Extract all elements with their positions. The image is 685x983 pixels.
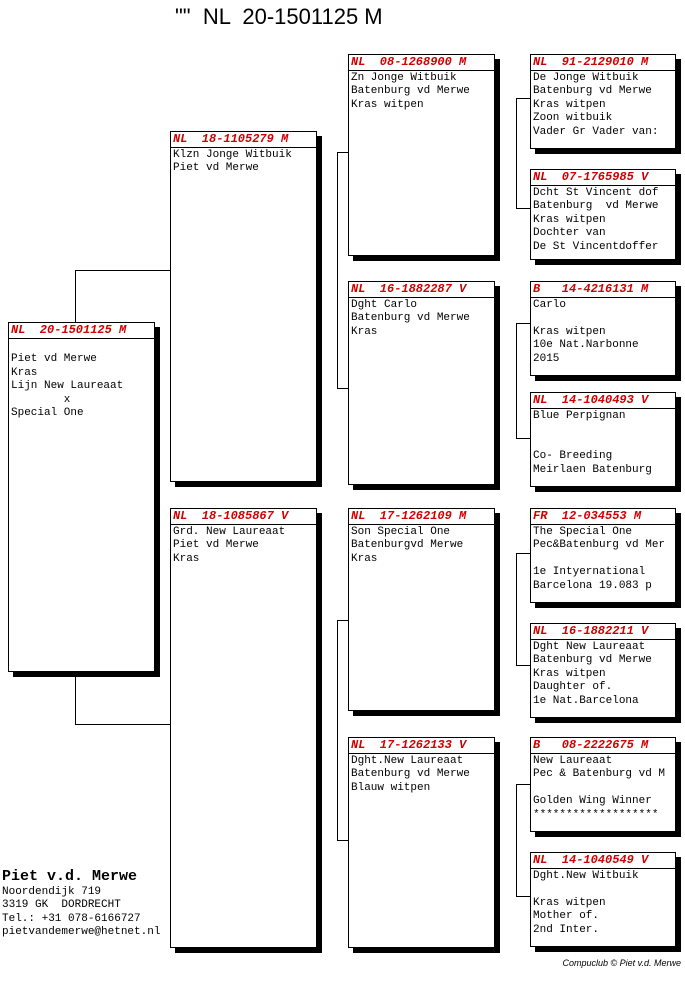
bird-details bbox=[531, 525, 675, 594]
subject-card bbox=[8, 322, 155, 672]
detail-line: Kras witpen bbox=[533, 325, 606, 338]
detail-line: x bbox=[11, 393, 71, 406]
detail-line: Batenburg vd Merwe bbox=[351, 768, 470, 781]
detail-line bbox=[11, 340, 152, 353]
detail-line: Son Special One bbox=[351, 526, 451, 538]
detail-line: Carlo bbox=[533, 299, 567, 311]
detail-line: Kras bbox=[173, 552, 200, 565]
detail-line: Special One bbox=[11, 407, 84, 420]
detail-line: Dochter van bbox=[533, 227, 606, 240]
connector bbox=[516, 553, 517, 665]
connector bbox=[516, 784, 530, 785]
sds-card bbox=[530, 281, 676, 376]
detail-line: De St Vincentdoffer bbox=[533, 240, 659, 253]
bird-details bbox=[531, 869, 675, 938]
connector bbox=[516, 784, 517, 896]
bird-details bbox=[531, 71, 675, 140]
detail-line: De Jonge Witbuik bbox=[533, 72, 639, 84]
ring-number: NL 20-1501125 M bbox=[9, 323, 154, 339]
detail-line: Piet vd Merwe bbox=[11, 353, 97, 366]
detail-line: Daughter of. bbox=[533, 681, 613, 694]
sdd-card bbox=[530, 392, 676, 487]
detail-line: Meirlaen Batenburg bbox=[533, 463, 652, 476]
detail-line: Batenburg vd Merwe bbox=[533, 85, 652, 98]
detail-line: Dght.New Witbuik bbox=[533, 870, 639, 882]
bird-details bbox=[531, 186, 675, 255]
detail-line: 2015 bbox=[533, 352, 560, 365]
detail-line: Kras witpen bbox=[533, 896, 606, 909]
connector bbox=[516, 896, 530, 897]
bird-details bbox=[171, 525, 316, 567]
bird-details bbox=[349, 754, 494, 796]
detail-line: Vader Gr Vader van: bbox=[533, 125, 659, 138]
detail-line bbox=[533, 553, 673, 566]
detail-line: Klzn Jonge Witbuik bbox=[173, 149, 292, 161]
detail-line: Lijn New Laureaat bbox=[11, 380, 124, 393]
ring-number: NL 91-2129010 M bbox=[531, 55, 675, 71]
connector bbox=[516, 98, 517, 208]
pedigree-title: "" NL 20-1501125 M bbox=[175, 4, 383, 29]
ring-number: NL 08-1268900 M bbox=[349, 55, 494, 71]
owner-phone: Tel.: +31 078-6166727 bbox=[2, 912, 141, 925]
owner-city: 3319 GK DORDRECHT bbox=[2, 899, 121, 912]
detail-line: Kras bbox=[351, 552, 378, 565]
connector bbox=[516, 438, 530, 439]
detail-line: Blue Perpignan bbox=[533, 410, 626, 422]
detail-line: The Special One bbox=[533, 526, 633, 538]
bird-details bbox=[349, 525, 494, 567]
connector bbox=[516, 98, 530, 99]
dss-card bbox=[530, 508, 676, 603]
detail-line: Zn Jonge Witbuik bbox=[351, 72, 457, 84]
connector bbox=[75, 270, 76, 322]
detail-line bbox=[533, 883, 673, 896]
ring-number: NL 14-1040549 V bbox=[531, 853, 675, 869]
dam-dam-card bbox=[348, 737, 495, 948]
ring-number: NL 18-1105279 M bbox=[171, 132, 316, 148]
connector bbox=[516, 323, 530, 324]
footer-credit: Compuclub © Piet v.d. Merwe bbox=[562, 958, 681, 968]
detail-line bbox=[533, 312, 673, 325]
detail-line bbox=[533, 437, 673, 450]
detail-line: Pec&Batenburg vd Mer bbox=[533, 539, 666, 552]
detail-line: Kras bbox=[11, 366, 38, 379]
dds-card bbox=[530, 737, 676, 832]
dsd-card bbox=[530, 623, 676, 718]
detail-line: Grd. New Laureaat bbox=[173, 526, 286, 538]
detail-line: 1e Nat.Barcelona bbox=[533, 694, 639, 707]
connector bbox=[337, 152, 338, 388]
owner-address: Noordendijk 719 bbox=[2, 886, 102, 898]
ring-number: NL 16-1882211 V bbox=[531, 624, 675, 640]
detail-line: Kras witpen bbox=[533, 98, 606, 111]
owner-name: Piet v.d. Merwe bbox=[2, 868, 138, 885]
ring-number: NL 17-1262133 V bbox=[349, 738, 494, 754]
detail-line: Blauw witpen bbox=[351, 781, 431, 794]
connector bbox=[516, 208, 530, 209]
detail-line: Mother of. bbox=[533, 910, 600, 923]
detail-line: Barcelona 19.083 p bbox=[533, 579, 652, 592]
connector bbox=[337, 620, 338, 840]
bird-details bbox=[531, 298, 675, 367]
detail-line: Piet vd Merwe bbox=[173, 539, 259, 552]
detail-line bbox=[533, 423, 673, 436]
detail-line: Batenburg vd Merwe bbox=[351, 85, 470, 98]
ring-number: NL 16-1882287 V bbox=[349, 282, 494, 298]
detail-line: Dght.New Laureaat bbox=[351, 755, 464, 767]
detail-line: Batenburg vd Merwe bbox=[533, 200, 659, 213]
detail-line: 2nd Inter. bbox=[533, 923, 600, 936]
detail-line bbox=[533, 782, 673, 795]
detail-line: Co- Breeding bbox=[533, 450, 613, 463]
detail-line: 1e Intyernational bbox=[533, 566, 646, 579]
bird-details bbox=[531, 640, 675, 709]
detail-line: New Laureaat bbox=[533, 755, 613, 767]
bird-details bbox=[531, 754, 675, 823]
detail-line: Piet vd Merwe bbox=[173, 162, 259, 175]
detail-line: Kras witpen bbox=[351, 98, 424, 111]
detail-line: ******************* bbox=[533, 808, 659, 821]
detail-line: Pec & Batenburg vd M bbox=[533, 768, 666, 781]
ring-number: FR 12-034553 M bbox=[531, 509, 675, 525]
connector bbox=[75, 270, 171, 271]
owner-block bbox=[2, 868, 160, 940]
detail-line: Batenburg vd Merwe bbox=[351, 312, 470, 325]
dam-card bbox=[170, 508, 317, 948]
connector bbox=[75, 724, 171, 725]
detail-line: Batenburg vd Merwe bbox=[533, 654, 652, 667]
detail-line: Zoon witbuik bbox=[533, 112, 613, 125]
connector bbox=[75, 672, 76, 724]
sire-dam-card bbox=[348, 281, 495, 485]
ring-number: NL 18-1085867 V bbox=[171, 509, 316, 525]
detail-line: Kras witpen bbox=[533, 213, 606, 226]
connector bbox=[516, 665, 530, 666]
bird-details bbox=[9, 339, 154, 421]
ring-number: NL 07-1765985 V bbox=[531, 170, 675, 186]
detail-line: Dcht St Vincent dof bbox=[533, 187, 659, 199]
detail-line: 10e Nat.Narbonne bbox=[533, 339, 639, 352]
detail-line: Batenburgvd Merwe bbox=[351, 539, 464, 552]
bird-details bbox=[349, 298, 494, 340]
sire-sire-card bbox=[348, 54, 495, 256]
connector bbox=[516, 553, 530, 554]
detail-line: Dght Carlo bbox=[351, 299, 418, 311]
bird-details bbox=[349, 71, 494, 113]
ring-number: B 08-2222675 M bbox=[531, 738, 675, 754]
ring-number: B 14-4216131 M bbox=[531, 282, 675, 298]
detail-line: Dght New Laureaat bbox=[533, 641, 646, 653]
bird-details bbox=[531, 409, 675, 478]
ring-number: NL 17-1262109 M bbox=[349, 509, 494, 525]
connector bbox=[516, 323, 517, 438]
ring-number: NL 14-1040493 V bbox=[531, 393, 675, 409]
ddd-card bbox=[530, 852, 676, 947]
detail-line: Golden Wing Winner bbox=[533, 795, 652, 808]
detail-line: Kras witpen bbox=[533, 667, 606, 680]
sss-card bbox=[530, 54, 676, 149]
detail-line: Kras bbox=[351, 325, 378, 338]
dam-sire-card bbox=[348, 508, 495, 711]
ssd-card bbox=[530, 169, 676, 260]
bird-details bbox=[171, 148, 316, 177]
sire-card bbox=[170, 131, 317, 482]
owner-email: pietvandemerwe@hetnet.nl bbox=[2, 926, 161, 939]
